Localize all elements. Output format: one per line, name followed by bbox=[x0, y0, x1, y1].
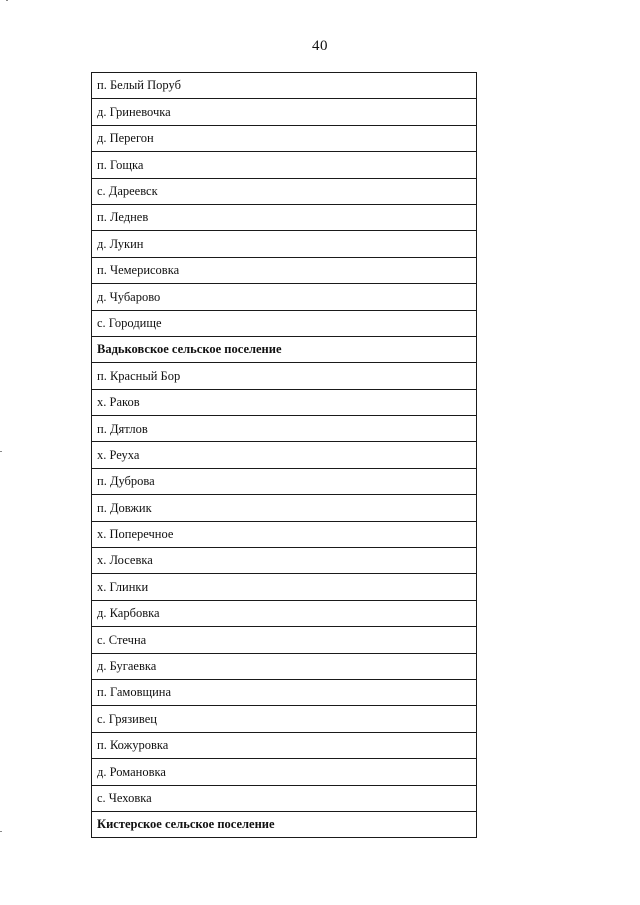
settlement-row bbox=[92, 284, 477, 310]
settlement-row bbox=[92, 310, 477, 336]
settlements-table bbox=[91, 72, 477, 838]
settlement-name-cell: д. Перегон bbox=[92, 125, 477, 151]
settlement-row bbox=[92, 574, 477, 600]
settlement-name-cell: х. Реуха bbox=[92, 442, 477, 468]
scan-mark bbox=[0, 831, 2, 832]
settlements-table-body bbox=[92, 73, 477, 838]
settlement-row bbox=[92, 468, 477, 494]
settlement-row bbox=[92, 204, 477, 230]
settlement-name-cell: д. Лукин bbox=[92, 231, 477, 257]
settlement-row bbox=[92, 99, 477, 125]
page-number: 40 bbox=[312, 38, 328, 54]
settlement-row bbox=[92, 125, 477, 151]
settlement-name-cell: п. Кожуровка bbox=[92, 732, 477, 758]
settlement-name-cell: д. Чубарово bbox=[92, 284, 477, 310]
settlement-row bbox=[92, 363, 477, 389]
settlement-name-cell: с. Стечна bbox=[92, 627, 477, 653]
settlement-name-cell: п. Довжик bbox=[92, 495, 477, 521]
settlement-name-cell: п. Красный Бор bbox=[92, 363, 477, 389]
settlement-name-cell: с. Чеховка bbox=[92, 785, 477, 811]
settlement-row bbox=[92, 257, 477, 283]
scan-mark bbox=[6, 0, 8, 1]
settlement-row bbox=[92, 442, 477, 468]
settlement-row bbox=[92, 732, 477, 758]
settlement-row bbox=[92, 231, 477, 257]
section-header-cell: Кистерское сельское поселение bbox=[92, 811, 477, 837]
settlement-row bbox=[92, 706, 477, 732]
settlement-name-cell: д. Бугаевка bbox=[92, 653, 477, 679]
settlement-row bbox=[92, 416, 477, 442]
settlement-row bbox=[92, 521, 477, 547]
settlement-name-cell: с. Дареевск bbox=[92, 178, 477, 204]
settlement-row bbox=[92, 389, 477, 415]
settlement-row bbox=[92, 178, 477, 204]
settlement-row bbox=[92, 679, 477, 705]
section-header-row bbox=[92, 336, 477, 362]
settlement-name-cell: х. Глинки bbox=[92, 574, 477, 600]
settlement-name-cell: д. Гриневочка bbox=[92, 99, 477, 125]
scan-mark bbox=[0, 451, 2, 452]
settlement-name-cell: д. Карбовка bbox=[92, 600, 477, 626]
settlement-name-cell: х. Лосевка bbox=[92, 548, 477, 574]
settlement-row bbox=[92, 653, 477, 679]
settlement-name-cell: п. Чемерисовка bbox=[92, 257, 477, 283]
settlement-row bbox=[92, 548, 477, 574]
settlement-name-cell: х. Поперечное bbox=[92, 521, 477, 547]
settlement-name-cell: п. Леднев bbox=[92, 204, 477, 230]
settlement-name-cell: п. Гамовщина bbox=[92, 679, 477, 705]
settlement-name-cell: п. Белый Поруб bbox=[92, 73, 477, 99]
section-header-cell: Вадьковское сельское поселение bbox=[92, 336, 477, 362]
settlement-row bbox=[92, 627, 477, 653]
settlement-name-cell: п. Дятлов bbox=[92, 416, 477, 442]
settlement-row bbox=[92, 152, 477, 178]
settlement-row bbox=[92, 759, 477, 785]
settlement-name-cell: с. Городище bbox=[92, 310, 477, 336]
settlement-row bbox=[92, 495, 477, 521]
section-header-row bbox=[92, 811, 477, 837]
settlement-name-cell: п. Гощка bbox=[92, 152, 477, 178]
settlement-name-cell: п. Дуброва bbox=[92, 468, 477, 494]
settlement-row bbox=[92, 600, 477, 626]
settlement-name-cell: с. Грязивец bbox=[92, 706, 477, 732]
settlement-name-cell: д. Романовка bbox=[92, 759, 477, 785]
settlement-row bbox=[92, 73, 477, 99]
settlement-row bbox=[92, 785, 477, 811]
settlement-name-cell: х. Раков bbox=[92, 389, 477, 415]
